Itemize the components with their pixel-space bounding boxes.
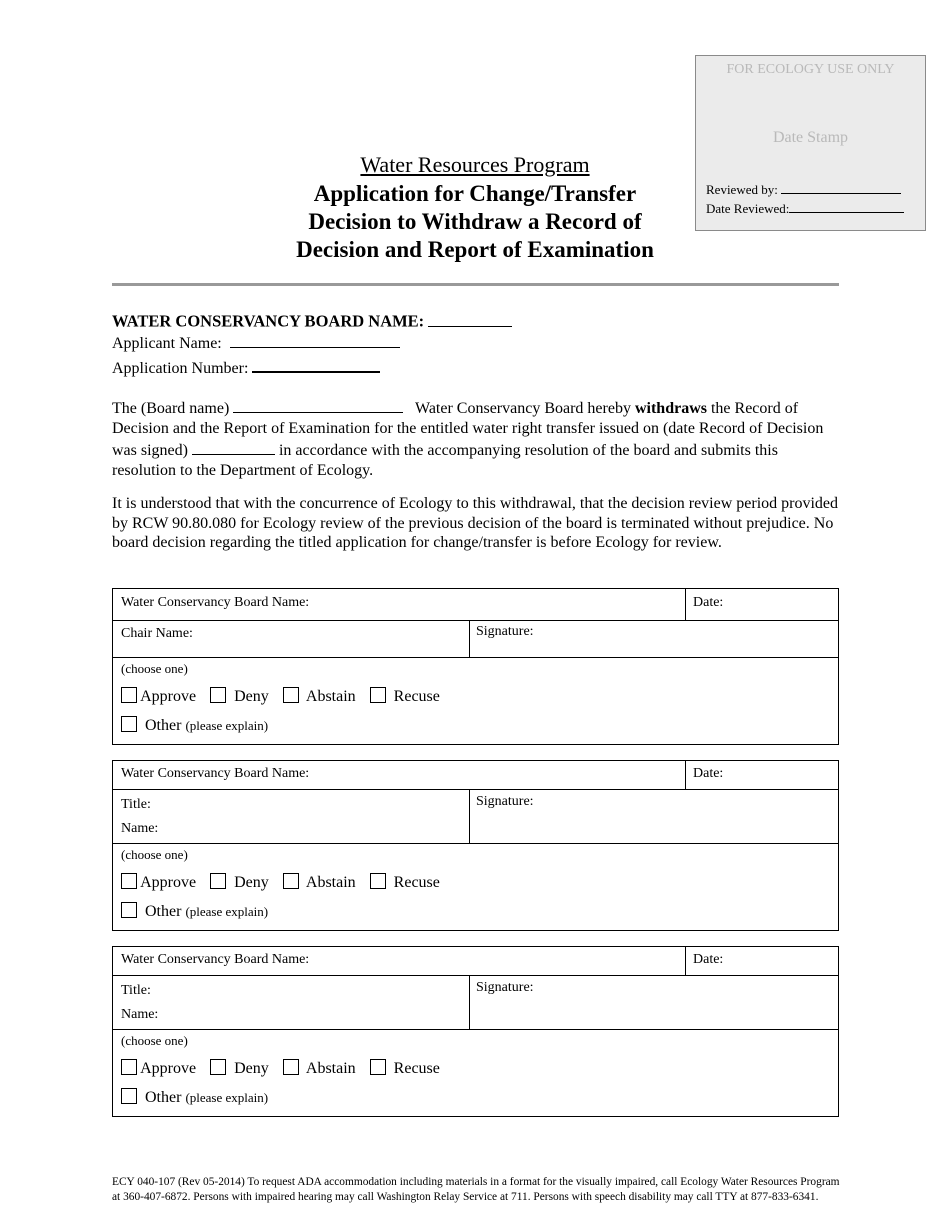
board-member-table-2: [112, 760, 839, 931]
divider: [685, 589, 686, 620]
abstain-label: Abstain: [305, 688, 356, 705]
deny-checkbox[interactable]: [210, 687, 226, 703]
other-label: Other: [145, 1089, 182, 1106]
program-name: Water Resources Program: [360, 152, 590, 177]
reviewed-by-label: Reviewed by:: [706, 182, 778, 197]
please-explain-label: (please explain): [185, 1090, 269, 1105]
other-label: Other: [145, 717, 182, 734]
footer: [112, 1175, 922, 1205]
board-name-field[interactable]: [428, 309, 512, 327]
board-name-cell-label: Water Conservancy Board Name:: [121, 766, 310, 781]
abstain-checkbox[interactable]: [283, 1059, 299, 1075]
recuse-label: Recuse: [393, 688, 440, 705]
please-explain-label: (please explain): [185, 718, 269, 733]
board-name-label: WATER CONSERVANCY BOARD NAME:: [112, 311, 425, 331]
paragraph-text-4: in accordance with the accompanying resolution of the board and submits this resolution to the Department of Ecology.: [112, 442, 778, 479]
date-stamp-label: Date Stamp: [772, 129, 849, 146]
title-line-2: Decision to Withdraw a Record of: [308, 209, 642, 234]
title-line-1: Application for Change/Transfer: [313, 181, 637, 206]
board-name-cell-label: Water Conservancy Board Name:: [121, 952, 310, 967]
choose-one-label: (choose one): [121, 661, 188, 676]
divider: [113, 1029, 838, 1030]
board-name-row: [112, 309, 512, 332]
signature-label: Signature:: [476, 794, 534, 809]
divider: [469, 620, 470, 657]
please-explain-label: (please explain): [185, 904, 269, 919]
footer-line-1: ECY 040-107 (Rev 05-2014) To request ADA accommodation including materials in a format for the visually impaired, call Ecology Water Resources Program: [112, 1176, 840, 1188]
page-header: [130, 150, 820, 264]
header-divider: [112, 283, 839, 286]
divider: [113, 843, 838, 844]
name-label: Name:: [121, 1007, 159, 1022]
other-checkbox[interactable]: [121, 1088, 137, 1104]
board-member-table-1: [112, 588, 839, 745]
divider: [113, 789, 838, 790]
divider: [113, 975, 838, 976]
deny-checkbox[interactable]: [210, 1059, 226, 1075]
signature-label: Signature:: [476, 980, 534, 995]
date-cell-label: Date:: [693, 952, 724, 967]
other-option-row: [121, 902, 268, 921]
signature-label: Signature:: [476, 624, 534, 639]
vote-options-row: [121, 873, 440, 892]
other-label: Other: [145, 903, 182, 920]
divider: [113, 620, 838, 621]
paragraph-text-3: the Record of Decision and the Report of Examination for the entitled water right transfer issued on (date Record of Decision was signed): [112, 400, 824, 459]
title-label: Title:: [121, 797, 151, 812]
abstain-checkbox[interactable]: [283, 687, 299, 703]
title-label: Title:: [121, 983, 151, 998]
recuse-checkbox[interactable]: [370, 687, 386, 703]
applicant-name-field[interactable]: [230, 331, 400, 348]
other-option-row: [121, 716, 268, 735]
approve-label: Approve: [140, 874, 197, 891]
approve-label: Approve: [140, 688, 197, 705]
application-number-label: Application Number:: [112, 360, 249, 377]
abstain-label: Abstain: [305, 1060, 356, 1077]
board-name-cell-label: Water Conservancy Board Name:: [121, 595, 310, 610]
recuse-checkbox[interactable]: [370, 873, 386, 889]
application-number-field[interactable]: [252, 355, 380, 373]
application-number-row: [112, 355, 380, 378]
other-checkbox[interactable]: [121, 902, 137, 918]
date-cell-label: Date:: [693, 766, 724, 781]
choose-one-label: (choose one): [121, 847, 188, 862]
other-option-row: [121, 1088, 268, 1107]
vote-options-row: [121, 687, 440, 706]
divider: [685, 761, 686, 789]
withdraws-bold: withdraws: [634, 400, 707, 417]
withdrawal-paragraph: [112, 396, 840, 480]
date-reviewed-label: Date Reviewed:: [706, 201, 790, 216]
recuse-checkbox[interactable]: [370, 1059, 386, 1075]
paragraph-text-2: Water Conservancy Board hereby: [415, 400, 631, 417]
approve-checkbox[interactable]: [121, 1059, 137, 1075]
abstain-label: Abstain: [305, 874, 356, 891]
chair-name-label: Chair Name:: [121, 626, 193, 641]
ecology-use-only-label: FOR ECOLOGY USE ONLY: [726, 62, 895, 77]
abstain-checkbox[interactable]: [283, 873, 299, 889]
name-label: Name:: [121, 821, 159, 836]
approve-checkbox[interactable]: [121, 873, 137, 889]
approve-checkbox[interactable]: [121, 687, 137, 703]
date-signed-field[interactable]: [192, 438, 275, 455]
paragraph-text-1: The (Board name): [112, 400, 230, 417]
deny-label: Deny: [234, 1060, 269, 1077]
recuse-label: Recuse: [393, 1060, 440, 1077]
divider: [113, 657, 838, 658]
other-checkbox[interactable]: [121, 716, 137, 732]
divider: [469, 975, 470, 1029]
applicant-name-row: [112, 331, 400, 353]
deny-checkbox[interactable]: [210, 873, 226, 889]
concurrence-paragraph: It is understood that with the concurrence of Ecology to this withdrawal, that the decision review period provided by RCW 90.80.080 for Ecology review of the previous decision of the board is terminated without prejudice. No board decision regarding the titled application for change/transfer is before Ecology for review.: [112, 495, 839, 551]
board-member-table-3: [112, 946, 839, 1117]
vote-options-row: [121, 1059, 440, 1078]
deny-label: Deny: [234, 874, 269, 891]
applicant-name-label: Applicant Name:: [112, 335, 222, 352]
date-cell-label: Date:: [693, 595, 724, 610]
recuse-label: Recuse: [393, 874, 440, 891]
divider: [469, 789, 470, 843]
title-line-3: Decision and Report of Examination: [296, 237, 654, 262]
deny-label: Deny: [234, 688, 269, 705]
choose-one-label: (choose one): [121, 1033, 188, 1048]
board-name-inline-field[interactable]: [233, 396, 403, 413]
divider: [685, 947, 686, 975]
approve-label: Approve: [140, 1060, 197, 1077]
footer-line-2: at 360-407-6872. Persons with impaired hearing may call Washington Relay Service at 711. Persons with speech disability may call TTY at 877-833-6341.: [112, 1191, 819, 1203]
